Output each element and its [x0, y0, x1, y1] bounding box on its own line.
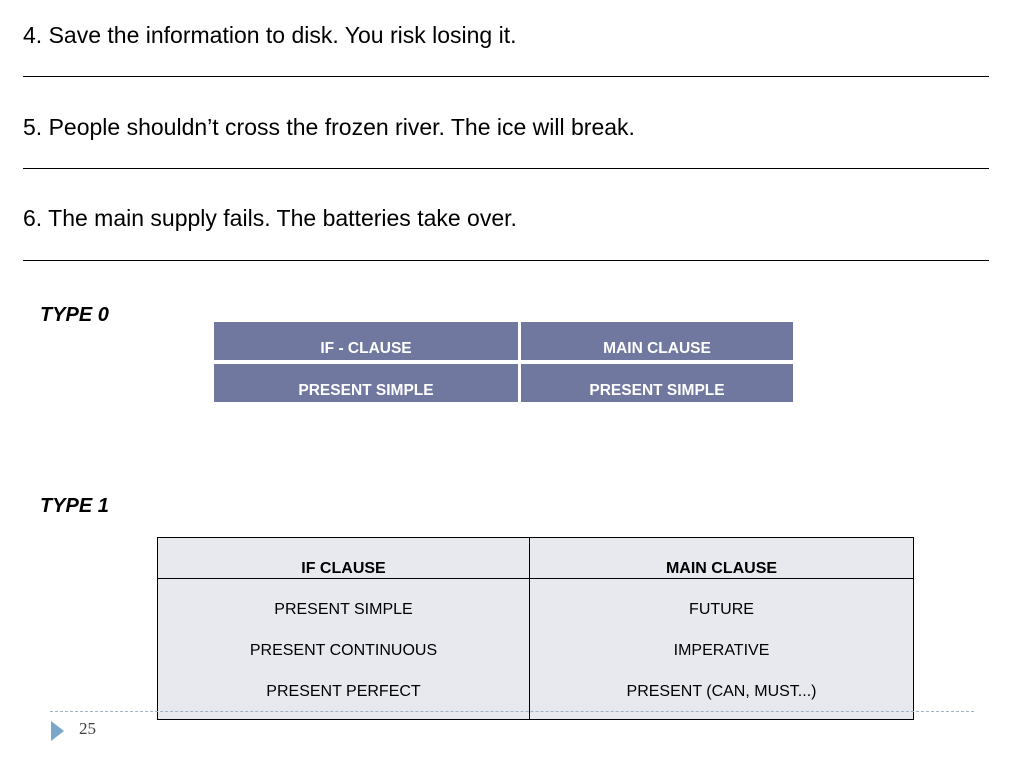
- page-number: 25: [79, 719, 96, 738]
- type-0-cell-main-text: PRESENT SIMPLE: [589, 382, 725, 399]
- exercise-6-text: 6. The main supply fails. The batteries take over.: [23, 205, 517, 231]
- type-1-cell-if-row-1: PRESENT SIMPLE: [274, 601, 413, 618]
- type-1-cell-main-row-2: IMPERATIVE: [673, 642, 770, 659]
- type-0-header-main-clause-text: MAIN CLAUSE: [603, 340, 711, 357]
- play-arrow-icon: [51, 721, 64, 741]
- type-0-cell-if-text: PRESENT SIMPLE: [298, 382, 434, 399]
- type-1-header-if-clause: IF CLAUSE: [301, 560, 386, 577]
- type-1-table: [157, 537, 914, 720]
- type-1-cell-if-row-2: PRESENT CONTINUOUS: [249, 642, 438, 659]
- type-0-header-if-clause: [214, 322, 518, 360]
- type-0-cell-if: [214, 364, 518, 402]
- type-1-header-main-clause: MAIN CLAUSE: [665, 560, 778, 577]
- answer-line-5: [23, 168, 989, 169]
- type-1-cell-if-row-3: PRESENT PERFECT: [266, 683, 421, 700]
- type-0-label: TYPE 0: [40, 304, 109, 326]
- type-1-label: TYPE 1: [40, 495, 109, 517]
- footer-dashed-line: [50, 711, 974, 712]
- answer-line-6: [23, 260, 989, 261]
- type-1-cell-main-row-1: FUTURE: [689, 601, 754, 618]
- type-0-header-if-clause-text: IF - CLAUSE: [320, 340, 412, 357]
- answer-line-4: [23, 76, 989, 77]
- type-0-cell-main: [521, 364, 793, 402]
- type-1-cell-main-row-3: PRESENT (CAN, MUST...): [626, 683, 817, 700]
- exercise-4-text: 4. Save the information to disk. You risk losing it.: [23, 22, 517, 48]
- exercise-5-text: 5. People shouldn’t cross the frozen river. The ice will break.: [23, 114, 635, 140]
- type-0-header-main-clause: [521, 322, 793, 360]
- type-1-column-divider: [529, 538, 530, 719]
